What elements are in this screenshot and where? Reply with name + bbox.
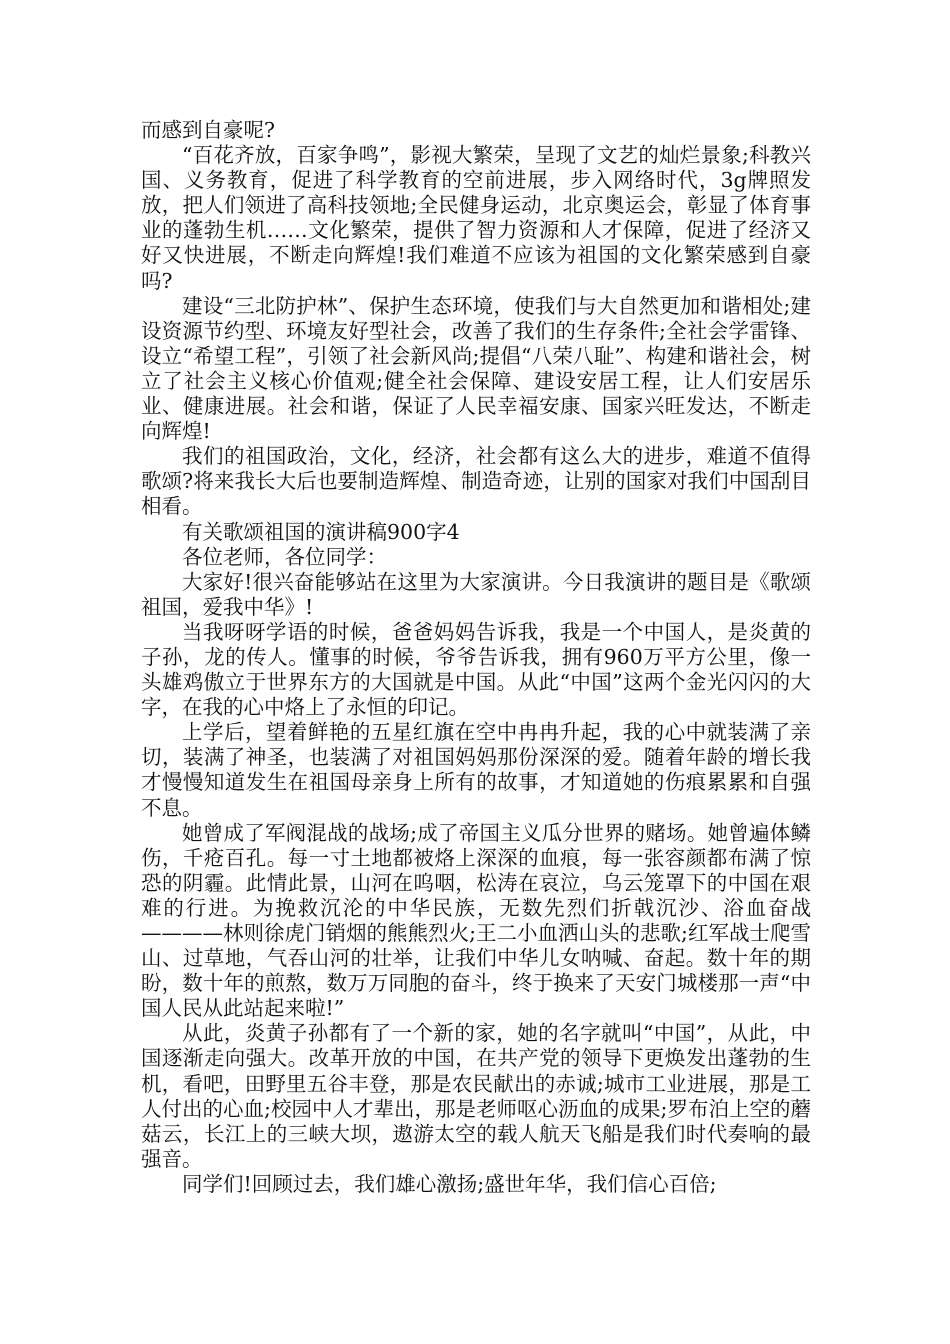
paragraph-school: 上学后，望着鲜艳的五星红旗在空中冉冉升起，我的心中就装满了亲切，装满了神圣，也装满了对祖国妈妈那份深深的爱。随着年龄的增长我才慢慢知道发生在祖国母亲身上所有的故事，才知道她的伤痕累累和自强不息。 [141, 720, 811, 820]
paragraph-childhood: 当我呀呀学语的时候，爸爸妈妈告诉我，我是一个中国人，是炎黄的子孙，龙的传人。懂事的时候，爷爷告诉我，拥有960万平方公里，像一头雄鸡傲立于世界东方的大国就是中国。从此“中国”这两个金光闪闪的大字，在我的心中烙上了永恒的印记。 [141, 619, 811, 720]
paragraph-closing: 同学们!回顾过去，我们雄心激扬;盛世年华，我们信心百倍; [182, 1171, 717, 1196]
paragraph-culture: “百花齐放，百家争鸣”，影视大繁荣，呈现了文艺的灿烂景象;科教兴国、义务教育，促进了科学教育的空前进展，步入网络时代，3g牌照发放，把人们领进了高科技领地;全民健身运动，北京奥运会，彰显了体育事业的蓬勃生机……文化繁荣，提供了智力资源和人才保障，促进了经济又好又快进展，不断走向辉煌!我们难道不应该为祖国的文化繁荣感到自豪吗? [141, 143, 811, 293]
salutation: 各位老师，各位同学： [182, 544, 387, 569]
paragraph-society: 建设“三北防护林”、保护生态环境，使我们与大自然更加和谐相处;建设资源节约型、环境友好型社会，改善了我们的生存条件;全社会学雷锋、设立“希望工程”，引领了社会新风尚;提倡“八荣八耻”、构建和谐社会，树立了社会主义核心价值观;健全社会保障、建设安居工程，让人们安居乐业、健康进展。社会和谐，保证了人民幸福安康、国家兴旺发达，不断走向辉煌! [141, 293, 811, 444]
paragraph-new-china: 从此，炎黄子孙都有了一个新的家，她的名字就叫“中国”，从此，中国逐渐走向强大。改革开放的中国，在共产党的领导下更焕发出蓬勃的生机，看吧，田野里五谷丰登，那是农民献出的赤诚;城市工业进展，那是工人付出的心血;校园中人才辈出，那是老师呕心沥血的成果;罗布泊上空的蘑菇云，长江上的三峡大坝，遨游太空的载人航天飞船是我们时代奏响的最强音。 [141, 1021, 811, 1171]
document-body [141, 118, 811, 1197]
paragraph-conclusion: 我们的祖国政治，文化，经济，社会都有这么大的进步，难道不值得歌颂?将来我长大后也要制造辉煌、制造奇迹，让别的国家对我们中国刮目相看。 [141, 444, 811, 519]
paragraph-history: 她曾成了军阀混战的战场;成了帝国主义瓜分世界的赌场。她曾遍体鳞伤，千疮百孔。每一寸土地都被烙上深深的血痕，每一张容颜都布满了惊恐的阴霾。此情此景，山河在呜咽，松涛在哀泣，乌云笼罩下的中国在艰难的行进。为挽救沉沦的中华民族，无数先烈们折戟沉沙、浴血奋战————林则徐虎门销烟的熊熊烈火;王二小血洒山头的悲歌;红军战士爬雪山、过草地，气吞山河的壮举，让我们中华儿女呐喊、奋起。数十年的期盼，数十年的煎熬，数万万同胞的奋斗，终于换来了天安门城楼那一声“中国人民从此站起来啦!” [141, 820, 811, 1021]
paragraph-continuation: 而感到自豪呢? [141, 118, 275, 142]
paragraph-greeting: 大家好!很兴奋能够站在这里为大家演讲。今日我演讲的题目是《歌颂祖国，爱我中华》! [141, 569, 811, 619]
section-heading: 有关歌颂祖国的演讲稿900字4 [182, 519, 460, 544]
